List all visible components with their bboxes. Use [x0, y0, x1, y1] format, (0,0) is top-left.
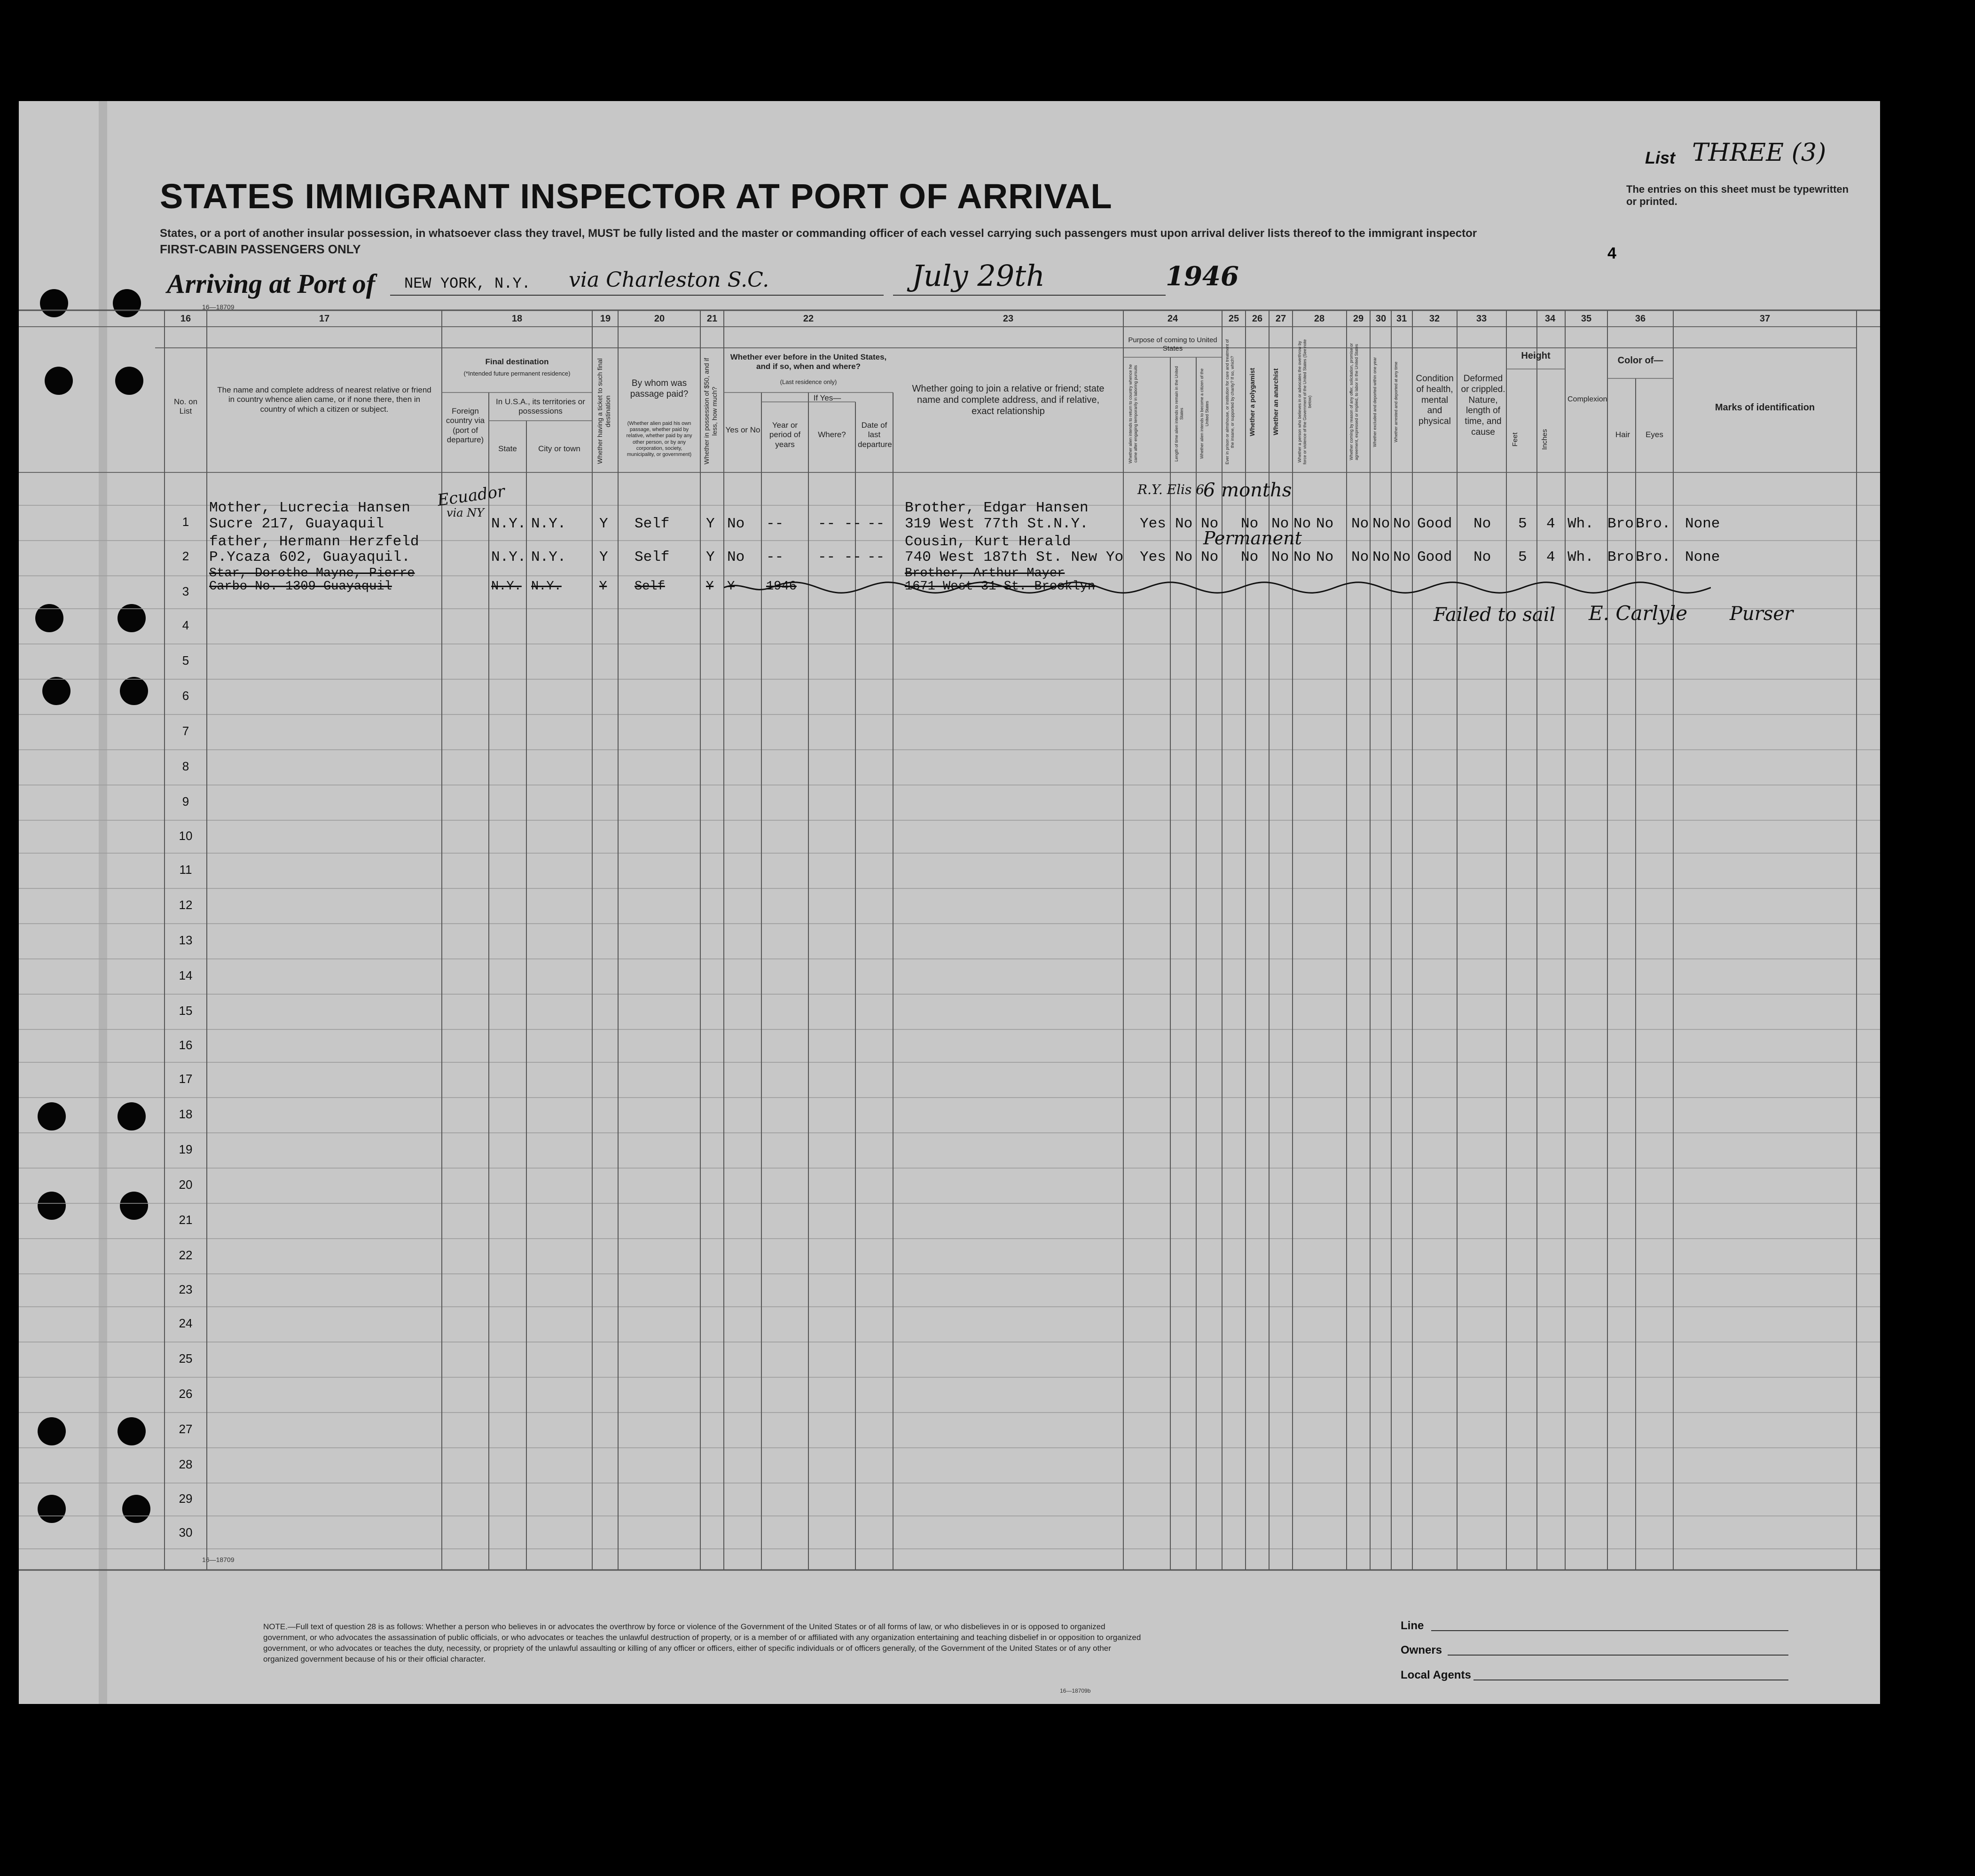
header-money: Whether in possession of $50, and if less, how much?: [703, 358, 718, 465]
column-number: 18: [511, 314, 523, 324]
row1-foreign-country: Ecuador: [436, 482, 506, 510]
header-anarchist: Whether an anarchist: [1272, 368, 1279, 436]
header-year-period: Year or period of years: [769, 421, 801, 449]
row-number: 22: [179, 1248, 193, 1262]
row1-money: Y: [706, 516, 715, 532]
row1-purpose-note: R.Y. Elis 6: [1137, 482, 1205, 497]
column-number: 17: [319, 314, 330, 324]
row-number: 24: [179, 1316, 193, 1330]
row3-relative-address: Carbo No. 1309 Guayaquil: [209, 580, 392, 594]
row3-year: 1946: [766, 580, 797, 594]
column-number: 30: [1375, 314, 1387, 324]
row3-money: Y: [706, 580, 714, 594]
header-where: Where?: [818, 430, 846, 439]
row-number: 21: [179, 1213, 193, 1227]
agents-label: Local Agents: [1401, 1669, 1471, 1681]
row2-eyes: Bro.: [1636, 549, 1671, 565]
row1-join-address: 319 West 77th St.N.Y.: [905, 516, 1089, 532]
header-q31: Whether arrested and deported at any time: [1394, 361, 1398, 442]
row1-dash: --: [867, 516, 885, 532]
row2-return: Yes: [1140, 549, 1166, 565]
header-height: Height: [1521, 351, 1551, 361]
row-number: 23: [179, 1282, 193, 1296]
row1-inches: 4: [1546, 516, 1555, 532]
row2-q30: No: [1372, 549, 1390, 565]
row-number: 13: [179, 933, 193, 947]
header-passage: By whom was passage paid?: [630, 378, 689, 399]
instructions-line: States, or a port of another insular possession, in whatsoever class they travel, MUST be fully listed and the master or commanding officer of each vessel carrying such passengers must upon arrival deliver lists thereof to the immigrant inspector: [160, 227, 1477, 240]
row1-q28: No: [1316, 516, 1334, 532]
row-number: 5: [182, 653, 189, 667]
row1-polygamist: No: [1271, 516, 1289, 532]
row2-dash: --: [766, 549, 784, 565]
row3-state: N.Y.: [491, 580, 522, 594]
row-number: 10: [179, 829, 193, 843]
row-number: 26: [179, 1387, 193, 1401]
row-number: 2: [182, 549, 189, 563]
row-number: 9: [182, 794, 189, 808]
row2-state: N.Y.: [491, 549, 526, 565]
header-before-note: (Last residence only): [780, 378, 837, 385]
header-q30: Whether excluded and deported within one year: [1372, 357, 1377, 447]
page-title: STATES IMMIGRANT INSPECTOR AT PORT OF ARRIVAL: [160, 177, 1113, 216]
row-number: 28: [179, 1457, 193, 1471]
row3-city: N.Y.: [531, 580, 562, 594]
row1-q29: No: [1351, 516, 1369, 532]
header-purpose-citizen: Whether alien intends to become a citizen of the United States: [1199, 368, 1209, 459]
column-number: 37: [1759, 314, 1771, 324]
row2-city: N.Y.: [531, 549, 566, 565]
row2-deformed: No: [1473, 549, 1491, 565]
column-number: 33: [1476, 314, 1487, 324]
header-marks: Marks of identification: [1715, 402, 1815, 413]
row3-before: Y: [727, 580, 735, 594]
row-number: 27: [179, 1422, 193, 1436]
row2-prison: No: [1241, 549, 1259, 565]
row3-paid: Self: [635, 580, 665, 594]
header-passage-note: (Whether alien paid his own passage, whether paid by relative, whether paid by any other person, or by any corporation, society, municipality, or government): [626, 421, 692, 457]
row2-join-address: 740 West 187th St. New Yo: [905, 549, 1124, 565]
purser-signature: E. Carlyle: [1589, 602, 1688, 625]
line-label: Line: [1401, 1619, 1424, 1632]
row2-q29: No: [1351, 549, 1369, 565]
question-28-note: NOTE.—Full text of question 28 is as follows: Whether a person who believes in or advocates the overthrow by force or violence of the Government of the United States or of all forms of law, or who disbelieves in or is opposed to organized government, or who advocates the assassination of public officials, or who advocates or teaches the unlawful destruction of property, or is a member of or affiliated with any organization entertaining and teaching disbelief in or opposition to organized government, or who advocates or teaches the duty, necessity, or propriety of the unlawful assaulting or killing of any officer or officers, either of specific individuals or of officers generally, of the Government of the United States or of any other organized government because of his or their official character.: [263, 1622, 1141, 1664]
row2-marks: None: [1685, 549, 1720, 565]
row1-citizen: No: [1175, 516, 1193, 532]
row2-q28: No: [1316, 549, 1334, 565]
row2-q31: No: [1393, 549, 1411, 565]
header-yes-no: Yes or No: [725, 425, 760, 434]
row-number: 20: [179, 1177, 193, 1192]
header-complexion: Complexion: [1567, 395, 1607, 403]
row-number: 25: [179, 1351, 193, 1366]
row3-failed-to-sail: Failed to sail: [1434, 604, 1556, 626]
row1-paid: Self: [635, 516, 670, 532]
header-purpose-length: Length of time alien intends to remain in the United States: [1174, 366, 1184, 462]
row1-before: No: [727, 516, 745, 532]
header-final-destination-note: (*Intended future permanent residence): [463, 370, 571, 377]
row2-paid: Self: [635, 549, 670, 565]
row1-marks: None: [1685, 516, 1720, 532]
line-underline: [1431, 1630, 1788, 1631]
row2-dash: --: [867, 549, 885, 565]
row2-citizen-b: No: [1201, 549, 1219, 565]
header-city: City or town: [538, 444, 580, 453]
form-code: 16—18709: [202, 303, 235, 311]
row2-ticket: Y: [599, 549, 608, 565]
row3-relative-name: Star, Dorothe Mayne, Pierre: [209, 566, 415, 581]
purser-title: Purser: [1730, 603, 1794, 625]
header-inches: Inches: [1541, 429, 1549, 450]
row1-dash: --: [766, 516, 784, 532]
class-line: FIRST-CABIN PASSENGERS ONLY: [160, 242, 361, 256]
form-grid: [19, 101, 1880, 1704]
row-number: 7: [182, 724, 189, 738]
row-number: 19: [179, 1142, 193, 1156]
column-number: 35: [1581, 314, 1592, 324]
row1-eyes: Bro.: [1636, 516, 1671, 532]
row2-inches: 4: [1546, 549, 1555, 565]
header-polygamist: Whether a polygamist: [1248, 368, 1256, 436]
header-health: Condition of health, mental and physical: [1416, 374, 1454, 427]
column-number: 36: [1635, 314, 1646, 324]
row1-q31: No: [1393, 516, 1411, 532]
row2-anarchist: No: [1293, 549, 1311, 565]
row3-ticket: Y: [599, 580, 607, 594]
row2-before: No: [727, 549, 745, 565]
row1-city: N.Y.: [531, 516, 566, 532]
column-number: 21: [706, 314, 718, 324]
header-color: Color of—: [1617, 355, 1663, 366]
row-number: 15: [179, 1004, 193, 1018]
row-number: 18: [179, 1107, 193, 1121]
header-date-departure: Date of last departure: [858, 421, 892, 449]
header-in-usa: In U.S.A., its territories or possessions: [496, 397, 585, 416]
row-number: 29: [179, 1491, 193, 1506]
header-joining: Whether going to join a relative or friend; state name and complete address, and if relative, exact relationship: [912, 384, 1105, 416]
row1-dash: -- --: [818, 516, 862, 532]
via-handwritten: via Charleston S.C.: [569, 268, 769, 292]
header-q28: Whether a person who believes in or advocates the overthrow by force or violence of the Government of the United States (See note below): [1297, 339, 1312, 465]
row-number: 4: [182, 618, 189, 632]
row2-join-name: Cousin, Kurt Herald: [905, 534, 1071, 550]
column-number: 20: [654, 314, 665, 324]
note-form-code: 16—18709b: [1060, 1688, 1091, 1694]
owners-underline: [1448, 1655, 1788, 1656]
row-number: 11: [179, 863, 192, 877]
row-number: 6: [182, 689, 189, 703]
header-purpose-return: Whether alien intends to return to country whence he came after engaging temporarily in laboring pursuits: [1128, 364, 1138, 463]
year-value: 1946: [1166, 261, 1239, 292]
row2-money: Y: [706, 549, 715, 565]
row1-length-handwritten: 6 months: [1203, 479, 1292, 501]
row1-complexion: Wh.: [1567, 516, 1594, 532]
header-prison: Ever in prison or almshouse, or institution for care and treatment of the insane, or supported by charity? If so, which?: [1225, 339, 1235, 465]
list-note: The entries on this sheet must be typewritten or printed.: [1626, 183, 1849, 208]
column-number: 25: [1228, 314, 1239, 324]
header-if-yes: If Yes—: [813, 393, 841, 402]
header-before: Whether ever before in the United States, and if so, when and where?: [730, 353, 887, 371]
list-label: List: [1645, 148, 1676, 167]
row1-feet: 5: [1518, 516, 1527, 532]
header-final-destination: Final destination: [485, 357, 549, 366]
row-number: 17: [179, 1072, 193, 1086]
form-code-bottom: 16—18709: [202, 1556, 235, 1563]
column-number: 19: [600, 314, 611, 324]
row-number: 30: [179, 1525, 193, 1539]
row1-prison: No: [1241, 516, 1259, 532]
row1-relative-name: Mother, Lucrecia Hansen: [209, 500, 410, 516]
arriving-label: Arriving at Port of: [167, 268, 376, 299]
row2-citizen: No: [1175, 549, 1193, 565]
row2-polygamist: No: [1271, 549, 1289, 565]
row2-complexion: Wh.: [1567, 549, 1594, 565]
row1-relative-address: Sucre 217, Guayaquil: [209, 516, 384, 532]
row1-q30: No: [1372, 516, 1390, 532]
port-value: NEW YORK, N.Y.: [404, 275, 531, 292]
column-number: 24: [1167, 314, 1178, 324]
row1-state: N.Y.: [491, 516, 526, 532]
row-number: 8: [182, 759, 189, 773]
column-number: 28: [1314, 314, 1325, 324]
manifest-sheet: [19, 101, 1880, 1704]
row-number: 3: [182, 584, 189, 598]
column-number: 26: [1252, 314, 1263, 324]
column-number: 32: [1429, 314, 1440, 324]
row1-return: Yes: [1140, 516, 1166, 532]
row3-join-address: 1671 West 31 St. Brooklyn: [905, 580, 1096, 594]
header-deformed: Deformed or crippled. Nature, length of time, and cause: [1461, 374, 1505, 437]
row3-strike-scribble: [724, 578, 1711, 597]
row-number: 1: [182, 515, 189, 529]
header-feet: Feet: [1511, 432, 1519, 447]
row2-hair: Bro.: [1607, 549, 1643, 565]
column-number: 31: [1396, 314, 1407, 324]
row1-hair: Bro.: [1607, 516, 1643, 532]
row1-anarchist: No: [1293, 516, 1311, 532]
column-number: 16: [180, 314, 191, 324]
row2-dash: -- --: [818, 549, 862, 565]
column-number: 22: [803, 314, 814, 324]
row1-health: Good: [1417, 516, 1452, 532]
header-ticket: Whether having a ticket to such final destination: [596, 358, 611, 464]
column-number: 29: [1353, 314, 1364, 324]
row2-health: Good: [1417, 549, 1452, 565]
header-foreign-country: Foreign country via (port of departure): [446, 407, 485, 445]
date-handwritten: July 29th: [912, 259, 1045, 293]
header-q29: Whether coming by reason of any offer, solicitation, promise or agreement, expressed or implied, to labor in the United States: [1349, 343, 1359, 461]
row2-relative-address: P.Ycaza 602, Guayaquil.: [209, 549, 410, 565]
header-hair: Hair: [1615, 430, 1630, 439]
header-eyes: Eyes: [1646, 430, 1663, 439]
header-no-on-list: No. on List: [173, 397, 198, 416]
list-number: THREE (3): [1692, 139, 1826, 167]
owners-label: Owners: [1401, 1644, 1442, 1656]
row2-length-handwritten: Permanent: [1203, 528, 1302, 549]
header-relative: The name and complete address of nearest relative or friend in country whence alien came, or if none there, then in country of which a citizen or subject.: [217, 385, 431, 414]
sheet-number: 4: [1607, 244, 1616, 262]
header-state: State: [498, 444, 517, 453]
row1-ticket: Y: [599, 516, 608, 532]
row-number: 16: [179, 1038, 193, 1052]
row3-join-name: Brother, Arthur Mayer: [905, 566, 1065, 581]
row1-join-name: Brother, Edgar Hansen: [905, 500, 1089, 516]
row1-citizen-b: No: [1201, 516, 1219, 532]
header-purpose: Purpose of coming to United States: [1128, 336, 1217, 353]
column-number: 27: [1275, 314, 1286, 324]
row1-foreign-via: via NY: [447, 506, 485, 519]
row-number: 12: [179, 898, 193, 912]
row1-deformed: No: [1473, 516, 1491, 532]
row-number: 14: [179, 968, 193, 982]
column-number: 23: [1003, 314, 1014, 324]
column-number: 34: [1544, 314, 1556, 324]
row2-feet: 5: [1518, 549, 1527, 565]
row2-relative-name: father, Hermann Herzfeld: [209, 534, 419, 550]
